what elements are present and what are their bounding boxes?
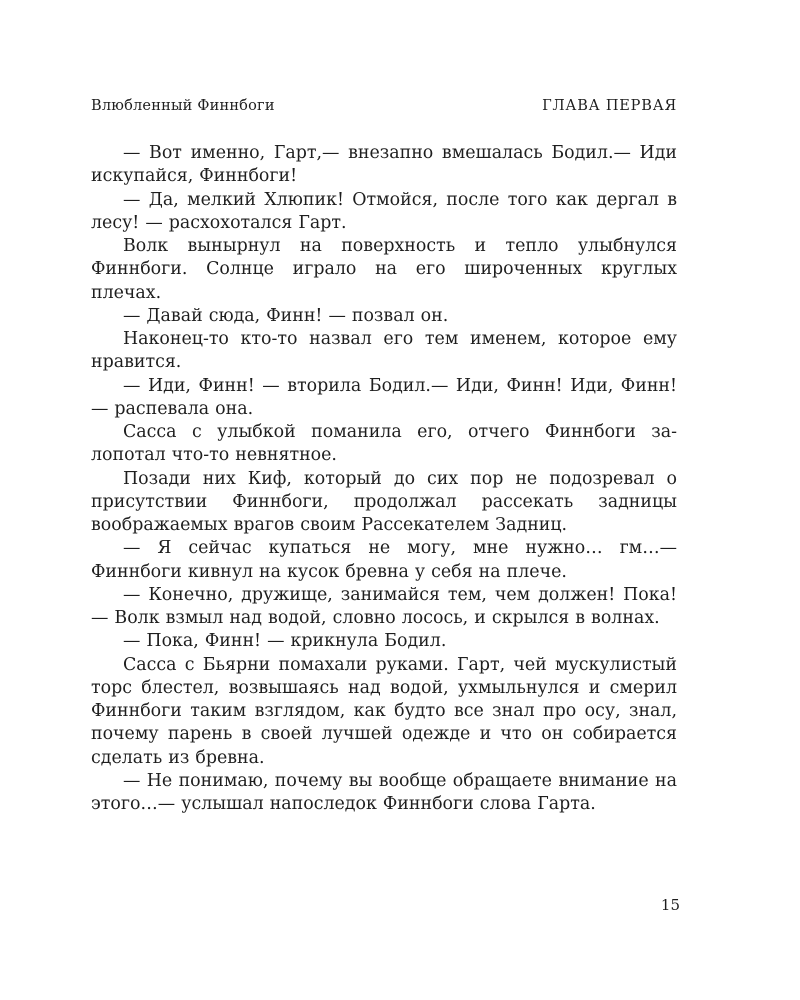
paragraph: Волк вынырнул на поверхность и тепло улыбнулся Финнбоги. Солнце играло на его широченных круглых плечах. [91,236,677,303]
paragraph: — Иди, Финн! — вторила Бодил.— Иди, Финн! Иди, Финн! — распевала она. [91,375,677,419]
paragraph: Сасса с улыбкой поманила его, отчего Финнбоги залопотал что-то невнятное. [91,422,677,466]
paragraph: Наконец-то кто-то назвал его тем именем, которое ему нравится. [91,329,677,373]
running-head [91,98,677,122]
paragraph: — Не понимаю, почему вы вообще обращаете внимание на этого…— услышал напоследок Финнбоги слова Гарта. [91,770,677,814]
paragraph: — Да, мелкий Хлюпик! Отмойся, после того как дергал в лесу! — расхохотался Гарт. [91,189,677,233]
chapter-title: ГЛАВА ПЕРВАЯ [542,98,677,114]
paragraph: Сасса с Бьярни помахали руками. Гарт, чей мускулистый торс блестел, возвышаясь над водой, ухмыльнулся и смерил Финнбоги таким взглядом, как будто все знал про осу, знал, почему парень в своей лучшей одежде и что он собирается сделать из бревна. [91,654,677,768]
paragraph: — Вот именно, Гарт,— внезапно вмешалась Бодил.— Иди искупайся, Финнбоги! [91,143,677,187]
body-text [91,142,677,816]
paragraph: — Я сейчас купаться не могу, мне нужно… гм…— Финнбоги кивнул на кусок бревна у себя на плече. [91,538,677,582]
book-title: Влюбленный Финнбоги [91,98,275,114]
paragraph: — Конечно, дружище, занимайся тем, чем должен! Пока! — Волк взмыл над водой, словно лосось, и скрылся в волнах. [91,584,677,628]
paragraph: — Пока, Финн! — крикнула Бодил. [123,631,447,652]
paragraph: Позади них Киф, который до сих пор не подозревал о присутствии Финнбоги, продолжал рассекать задницы воображаемых врагов своим Рассекателем Задниц. [91,468,677,535]
page-number: 15 [660,896,680,914]
paragraph: — Давай сюда, Финн! — позвал он. [123,305,449,326]
